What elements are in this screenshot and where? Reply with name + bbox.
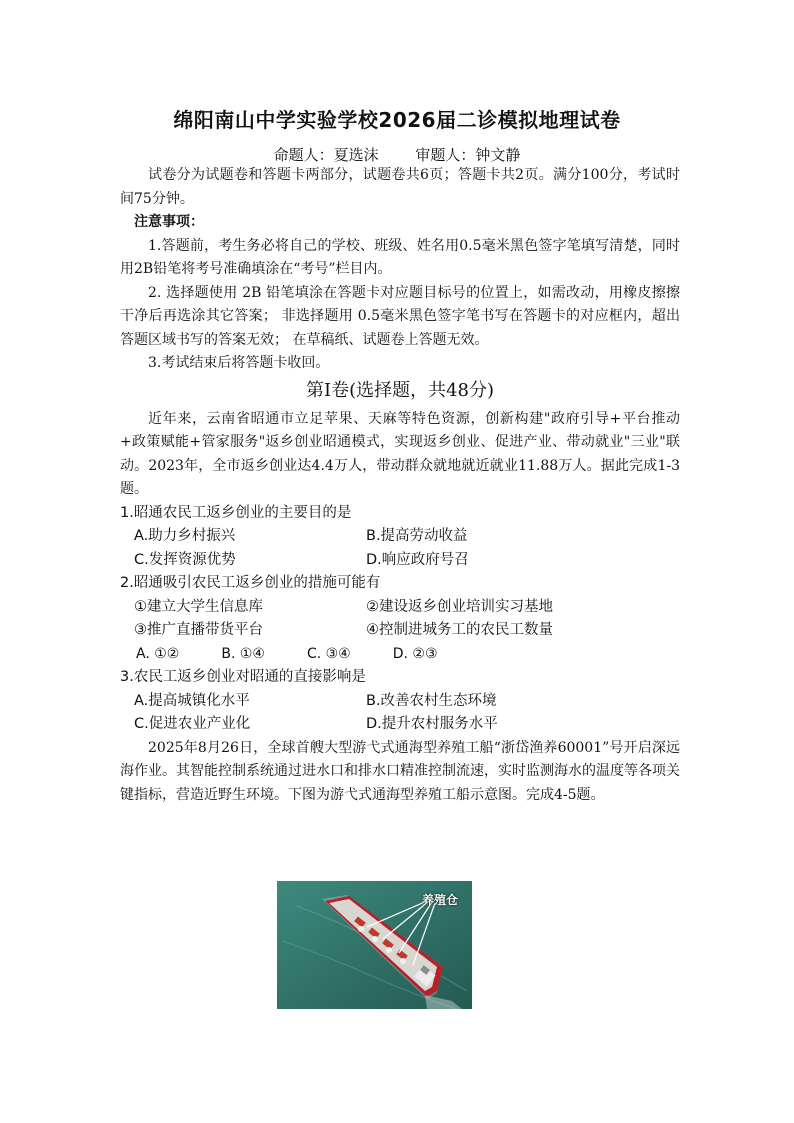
note-item: 1.答题前，考生务必将自己的学校、班级、姓名用0.5毫米黑色签字笔填写清楚，同时用2B铅笔将考号准确填涂在“考号”栏目内。 — [120, 237, 680, 277]
option: C.发挥资源优势 — [134, 551, 236, 568]
ship-figure — [277, 881, 472, 1009]
intro-text: 试卷分为试题卷和答题卡两部分，试题卷共6页；答题卡共2页。满分100分，考试时间75分钟。 — [120, 167, 680, 207]
note-item: 2. 选择题使用 2B 铅笔填涂在答题卡对应题目标号的位置上，如需改动，用橡皮擦擦干净后再选涂其它答案； 非选择题用 0.5毫米黑色签字笔书写在答题卡的对应框内，超出答题区域书写的答案无效； 在草稿纸、试题卷上答题无效。 — [120, 284, 680, 348]
reviewer-name: 审题人：钟文静 — [415, 146, 521, 164]
statement: ④控制进城务工的农民工数量 — [366, 622, 553, 638]
option: B.提高劳动收益 — [366, 528, 468, 544]
passage-2: 2025年8月26日，全球首艘大型游弋式通海型养殖工船“浙岱渔养60001”号开启深远海作业。其智能控制系统通过进水口和排水口精准控制流速，实时监测海水的温度等各项关键指标，营造近野生环境。下图为游弋式通海型养殖工船示意图。完成4-5题。 — [120, 739, 680, 803]
statement: ①建立大学生信息库 — [134, 598, 263, 615]
statement: ③推广直播带货平台 — [134, 622, 263, 638]
passage-1: 近年来，云南省昭通市立足苹果、天麻等特色资源，创新构建"政府引导+平台推动+政策赋能+管家服务"返乡创业昭通模式，实现返乡创业、促进产业、带动就业"三业"联动。2023年，全市返乡创业达4.4万人，带动群众就地就近就业11.88万人。据此完成1-3题。 — [120, 410, 680, 497]
question-2-statements — [120, 596, 680, 643]
section-title: 第Ⅰ卷(选择题，共48分) — [305, 379, 495, 401]
option: A.提高城镇化水平 — [134, 692, 250, 709]
option: A. ①② — [136, 645, 180, 662]
option: D.响应政府号召 — [366, 551, 469, 568]
option: B. ①④ — [221, 645, 265, 662]
authors-line — [0, 144, 794, 165]
question-2-options — [120, 643, 680, 667]
question-3-stem: 3.农民工返乡创业对昭通的直接影响是 — [120, 669, 366, 685]
notes-heading: 注意事项： — [134, 214, 204, 230]
question-3-options — [120, 690, 680, 737]
option: A.助力乡村振兴 — [134, 528, 236, 544]
option: D. ②③ — [392, 645, 438, 662]
setter-name: 命题人：夏选沫 — [273, 146, 379, 164]
figure-label: 养殖仓 — [421, 893, 458, 907]
note-item: 3.考试结束后将答题卡收回。 — [148, 355, 330, 371]
question-2-stem: 2.昭通吸引农民工返乡创业的措施可能有 — [120, 575, 381, 591]
option: C. ③④ — [306, 645, 351, 662]
option: D.提升农村服务水平 — [366, 716, 498, 732]
option: B.改善农村生态环境 — [366, 692, 497, 709]
exam-title: 绵阳南山中学实验学校2026届二诊模拟地理试卷 — [173, 108, 621, 132]
option: C.促进农业产业化 — [134, 716, 251, 732]
exam-content — [120, 164, 680, 807]
question-1-stem: 1.昭通农民工返乡创业的主要目的是 — [120, 504, 352, 521]
statement: ②建设返乡创业培训实习基地 — [366, 598, 553, 615]
question-1-options — [120, 525, 680, 572]
